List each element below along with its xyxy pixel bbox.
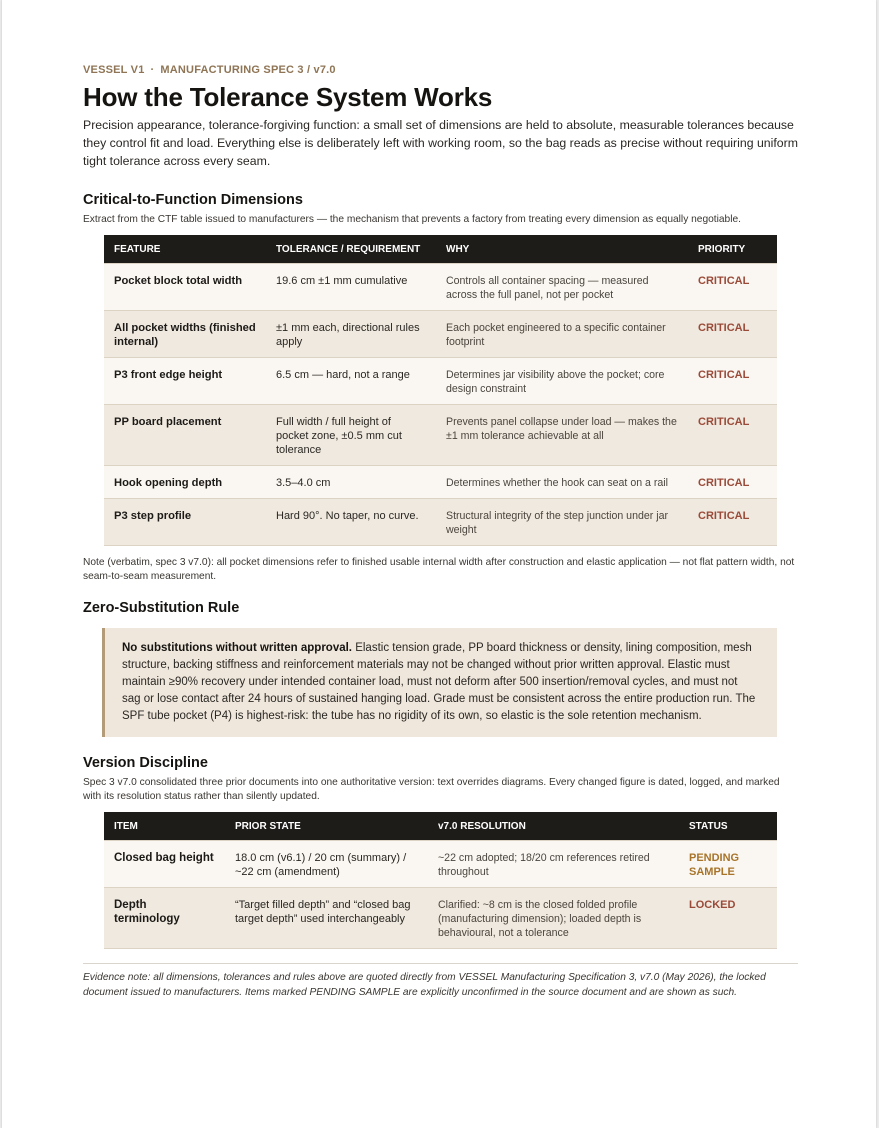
spec-name: MANUFACTURING SPEC 3 / v7.0 [160,64,336,76]
tolerance-cell: 19.6 cm ±1 mm cumulative [266,264,436,311]
evidence-note: Evidence note: all dimensions, tolerances and rules above are quoted directly from VESSEL Manufacturing Specification 3, v7.0 (May 2026), the locked document issued to manufacturers. Items marked PENDING SAMPLE are explicitly unconfirmed in the source document and are shown as such. [83,963,798,1000]
why-cell: Determines jar visibility above the pocket; core design constraint [436,358,688,405]
feature-cell: P3 step profile [104,499,266,546]
version-header-row [104,812,777,841]
version-heading: Version Discipline [83,755,208,771]
why-cell: Each pocket engineered to a specific container footprint [436,311,688,358]
table-row [104,405,777,466]
feature-cell: All pocket widths (finished internal) [104,311,266,358]
table-row [104,841,777,888]
prior-cell: 18.0 cm (v6.1) / 20 cm (summary) / ~22 cm (amendment) [225,841,428,888]
ctf-col-priority: PRIORITY [688,235,777,264]
why-cell: Determines whether the hook can seat on a rail [436,466,688,499]
feature-cell: Hook opening depth [104,466,266,499]
ctf-header-row [104,235,777,264]
tolerance-cell: Full width / full height of pocket zone, ±0.5 mm cut tolerance [266,405,436,466]
version-col-status: STATUS [679,812,777,841]
prior-cell: “Target filled depth” and “closed bag target depth” used interchangeably [225,888,428,949]
product-name: VESSEL V1 [83,64,145,76]
ctf-col-tolerance: TOLERANCE / REQUIREMENT [266,235,436,264]
ctf-col-why: WHY [436,235,688,264]
why-cell: Structural integrity of the step junction under jar weight [436,499,688,546]
zero-sub-heading: Zero-Substitution Rule [83,600,240,616]
version-col-prior: PRIOR STATE [225,812,428,841]
table-row [104,888,777,949]
ctf-subheading: Extract from the CTF table issued to manufacturers — the mechanism that prevents a factory from treating every dimension as equally negotiable. [83,214,741,225]
version-col-resolution: v7.0 RESOLUTION [428,812,679,841]
tolerance-cell: ±1 mm each, directional rules apply [266,311,436,358]
feature-cell: PP board placement [104,405,266,466]
ctf-heading: Critical-to-Function Dimensions [83,192,303,208]
ctf-note: Note (verbatim, spec 3 v7.0): all pocket dimensions refer to finished usable internal width after construction and elastic application — not flat pattern width, not seam-to-seam measurement. [83,557,795,582]
table-row [104,311,777,358]
priority-cell: CRITICAL [688,405,777,466]
priority-cell: CRITICAL [688,499,777,546]
document-page [2,0,876,1128]
priority-cell: CRITICAL [688,466,777,499]
resolution-cell: Clarified: ~8 cm is the closed folded profile (manufacturing dimension); loaded depth is behavioural, not a tolerance [428,888,679,949]
item-cell: Depth terminology [104,888,225,949]
why-cell: Prevents panel collapse under load — makes the ±1 mm tolerance achievable at all [436,405,688,466]
version-subheading: Spec 3 v7.0 consolidated three prior documents into one authoritative version: text overrides diagrams. Every changed figure is dated, logged, and marked with its resolution status rather than silently updated. [83,777,780,802]
status-badge: PENDING SAMPLE [679,841,777,888]
feature-cell: P3 front edge height [104,358,266,405]
priority-cell: CRITICAL [688,311,777,358]
zero-sub-callout [102,628,777,737]
document-content [83,64,798,1000]
page-title: How the Tolerance System Works [83,82,493,112]
table-row [104,264,777,311]
feature-cell: Pocket block total width [104,264,266,311]
ctf-col-feature: FEATURE [104,235,266,264]
version-section [83,755,798,949]
intro-paragraph: Precision appearance, tolerance-forgiving function: a small set of dimensions are held to absolute, measurable tolerances because they control fit and load. Everything else is deliberately left with working room, so the bag reads as precise without requiring uniform tight tolerance across every seam. [83,118,798,168]
why-cell: Controls all container spacing — measured across the full panel, not per pocket [436,264,688,311]
table-row [104,466,777,499]
tolerance-cell: 6.5 cm — hard, not a range [266,358,436,405]
version-table [104,812,777,949]
kicker [83,64,798,76]
tolerance-cell: 3.5–4.0 cm [266,466,436,499]
tolerance-cell: Hard 90°. No taper, no curve. [266,499,436,546]
priority-cell: CRITICAL [688,358,777,405]
resolution-cell: ~22 cm adopted; 18/20 cm references retired throughout [428,841,679,888]
table-row [104,499,777,546]
item-cell: Closed bag height [104,841,225,888]
zero-sub-body: Elastic tension grade, PP board thickness or density, lining composition, mesh structure, backing stiffness and reinforcement materials may not be changed without prior written approval. Elastic must maintain ≥90% recovery under intended container load, must not deform after 500 insertion/removal cycles, and must not sag or lose contact after 24 hours of sustained hanging load. Grade must be consistent across the entire production run. The SPF tube pocket (P4) is highest-risk: the tube has no rigidity of its own, so elastic is the sole retention mechanism. [122,642,756,722]
ctf-table [104,235,777,546]
version-col-item: ITEM [104,812,225,841]
status-badge: LOCKED [679,888,777,949]
kicker-separator: · [150,64,155,76]
priority-cell: CRITICAL [688,264,777,311]
table-row [104,358,777,405]
zero-sub-lead: No substitutions without written approval. [122,642,352,654]
